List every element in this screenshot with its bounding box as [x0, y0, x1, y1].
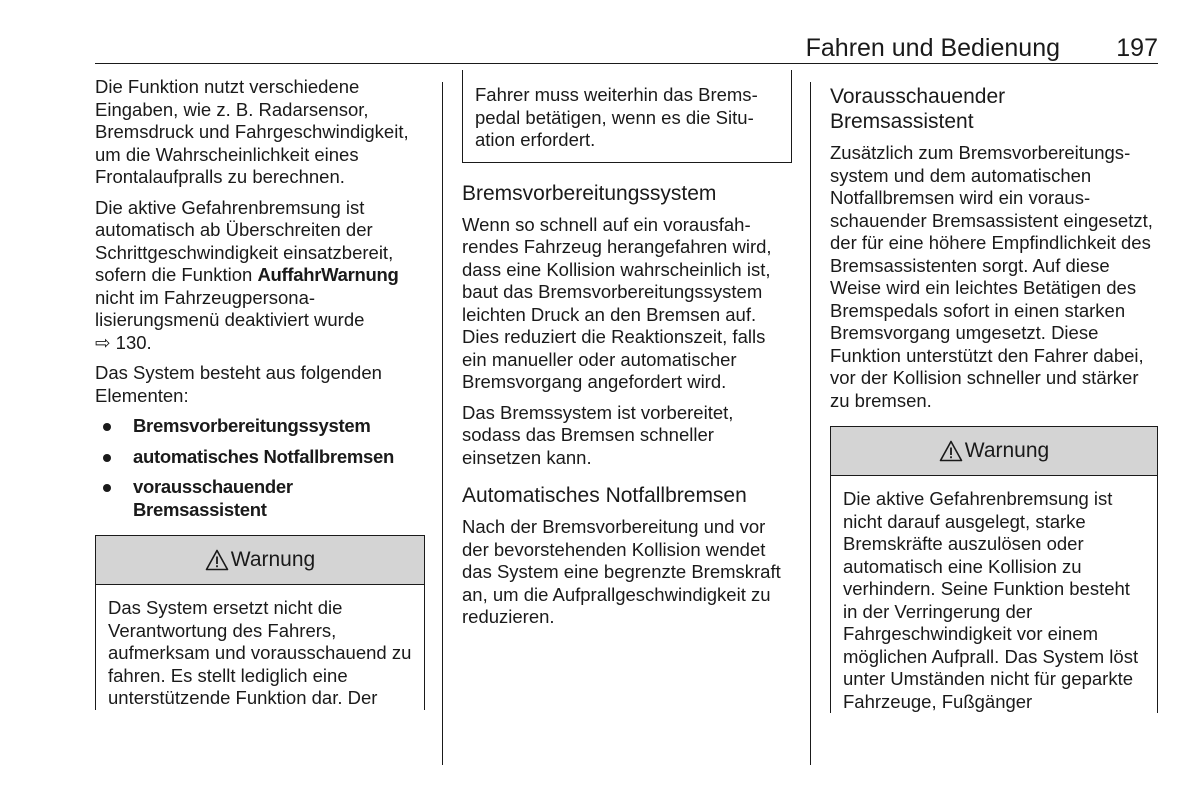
paragraph: Das System besteht aus folgenden Elementen: — [95, 362, 382, 406]
list-item-label: automatisches Notfallbremsen — [133, 445, 394, 467]
warning-triangle-icon — [939, 440, 963, 462]
column-1 — [95, 76, 425, 710]
warning-title: Warnung — [230, 547, 316, 571]
bullet-icon — [103, 454, 111, 462]
warning-text: Die aktive Gefahrenbremsung ist nicht darauf ausgelegt, starke Bremskräfte auszulösen oder automatisch eine Kollision zu verhindern. Seine Funktion besteht in der Verringerung der Fahrgeschwindigkeit vor einem möglichen Aufprall. Das System löst unter Umständen nicht für geparkte Fahrzeuge, Fußgänger — [843, 488, 1139, 712]
header-rule — [95, 63, 1158, 64]
page-reference-arrow-icon: ⇨ — [95, 331, 111, 353]
paragraph — [95, 197, 425, 355]
warning-header — [831, 427, 1157, 476]
paragraph-text: Die aktive Gefahrenbremsung ist automatisch ab Überschreiten der Schrittgeschwindigkeit einsatzbereit, sofern die Funktion — [95, 196, 394, 285]
warning-box-continued: Fahrer muss weiterhin das Bremspedal betätigen, wenn es die Situation erfordert. — [462, 70, 792, 163]
column-2 — [462, 76, 792, 637]
paragraph: Zusätzlich zum Bremsvorbereitungssystem und dem automatischen Notfallbremsen wird ein vorausschauender Bremsassistent eingesetzt, der für eine höhere Empfindlichkeit des Bremsassistenten sorgt. Auf diese Weise wird ein leichtes Betätigen des Bremspedals sofort in einen starken Bremsvorgang umgesetzt. Diese Funktion unterstützt den Fahrer dabei, vor der Kollision schneller und stärker zu bremsen. — [830, 142, 1153, 411]
paragraph: Das Bremssystem ist vorbereitet, sodass das Bremsen schneller einsetzen kann. — [462, 401, 734, 468]
page-reference[interactable]: 130. — [115, 331, 152, 353]
warning-box — [95, 535, 425, 710]
warning-triangle-icon — [205, 549, 229, 571]
column-3 — [830, 76, 1158, 713]
warning-header — [96, 536, 424, 585]
paragraph: Die Funktion nutzt verschiedene Eingaben, wie z. B. Radarsensor, Bremsdruck und Fahrgeschwindigkeit, um die Wahrscheinlichkeit eines Frontalaufpralls zu berechnen. — [95, 76, 409, 187]
warning-box — [830, 426, 1158, 713]
page-number: 197 — [1116, 34, 1158, 62]
function-name: AuffahrWarnung — [257, 264, 399, 285]
warning-title: Warnung — [964, 438, 1050, 462]
section-heading: Automatisches Notfallbremsen — [462, 484, 747, 507]
section-heading: Bremsvorbereitungssystem — [462, 181, 717, 205]
bullet-icon — [103, 423, 111, 431]
section-heading: Vorausschauender Bremsassistent — [830, 85, 1006, 133]
list-item-label: vorausschauender Bremsassistent — [133, 476, 293, 520]
paragraph: Wenn so schnell auf ein vorausfahrendes Fahrzeug herangefahren wird, dass eine Kollision wahrscheinlich ist, baut das Bremsvorbereitungssystem leichten Druck an den Bremsen auf. Dies reduziert die Reaktionszeit, falls ein manueller oder automatischer Bremsvorgang angefordert wird. — [462, 213, 772, 392]
list-item — [95, 476, 425, 521]
warning-text: Das System ersetzt nicht die Verantwortung des Fahrers, aufmerksam und vorausschauend zu fahren. Es stellt lediglich eine unterstützende Funktion dar. Der — [108, 597, 412, 708]
list-item-label: Bremsvorbereitungssystem — [133, 415, 371, 436]
list-item — [95, 415, 425, 438]
bullet-list — [95, 415, 425, 521]
page-header-title: Fahren und Bedienung — [805, 34, 1060, 62]
column-divider-1 — [442, 82, 443, 765]
list-item — [95, 446, 425, 469]
paragraph-text: nicht im Fahrzeugpersonalisierungsmenü deaktiviert wurde — [95, 286, 365, 330]
column-divider-2 — [810, 82, 811, 765]
bullet-icon — [103, 484, 111, 492]
paragraph: Nach der Bremsvorbereitung und vor der bevorstehenden Kollision wendet das System eine begrenzte Bremskraft an, um die Aufprallgeschwindigkeit zu reduzieren. — [462, 516, 781, 627]
